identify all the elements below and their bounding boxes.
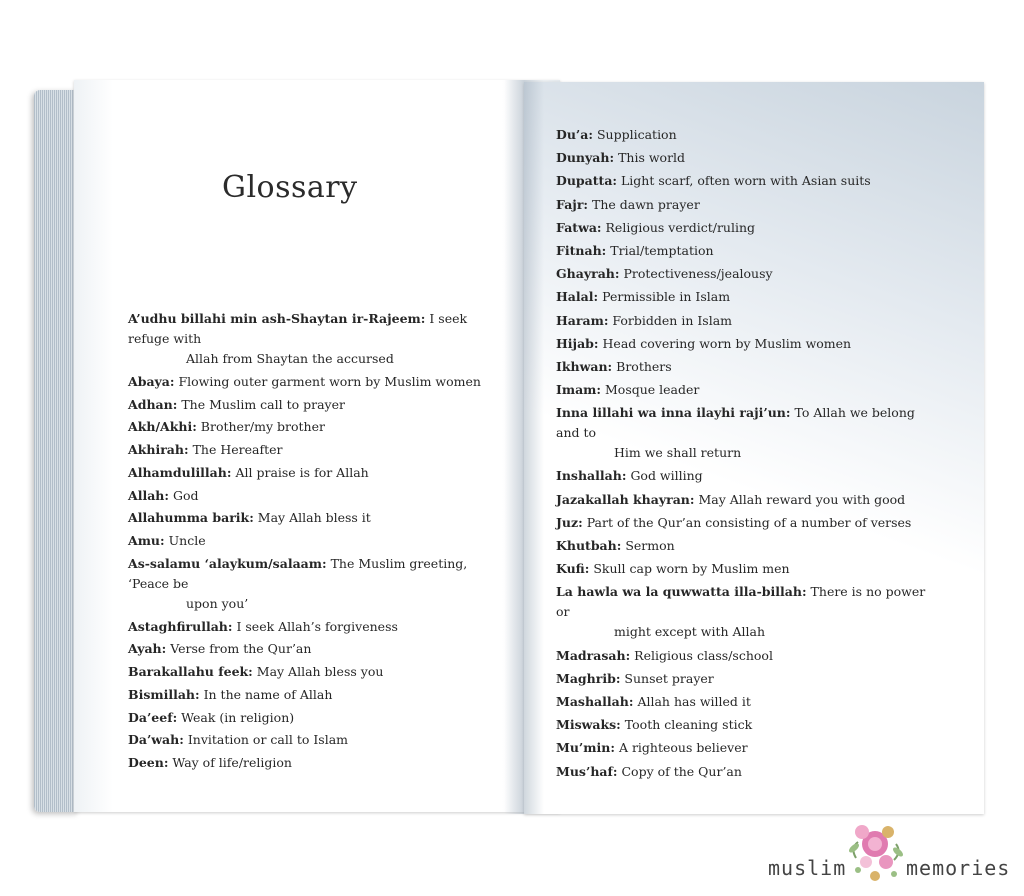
glossary-definition-continued: Him we shall return [614,445,742,461]
entry-line [556,538,675,553]
brand-word-1: muslim [768,856,847,880]
glossary-term: Barakallahu feek: [128,664,253,679]
entry-line [128,687,332,702]
glossary-definition: Part of the Qur’an consisting of a number of verses [582,514,912,530]
glossary-term: Bismillah: [128,686,200,702]
glossary-term: Allahumma barik: [128,510,254,526]
glossary-entry [128,617,488,637]
glossary-definition: May Allah reward you with good [694,491,906,507]
glossary-term: Akh/Akhi: [128,419,197,435]
glossary-definition: Protectiveness/jealousy [619,266,773,282]
glossary-entry [128,417,488,437]
entry-line [556,266,773,281]
glossary-entry [556,536,928,556]
glossary-term: Ayah: [128,641,167,657]
glossary-entry [556,380,928,400]
glossary-term: Dunyah: [556,150,615,166]
entry-line [556,515,911,530]
glossary-definition: God willing [626,468,703,484]
entry-line [556,382,699,397]
glossary-entry [556,148,928,168]
glossary-entry [556,692,928,712]
glossary-definition: The dawn prayer [588,196,700,212]
glossary-entry [556,669,928,689]
glossary-definition: Sunset prayer [620,670,714,686]
entry-line [556,671,714,686]
glossary-entry [556,715,928,735]
glossary-entry [128,395,488,415]
entry-line [128,309,488,349]
glossary-term: Allah: [128,487,169,503]
glossary-entry [556,241,928,261]
glossary-entry [556,738,928,758]
entry-line [128,664,383,679]
entry-line [556,764,742,779]
entry-line [556,220,755,235]
entry-line [556,150,685,165]
entry-line [556,197,700,212]
entry-line [556,243,714,258]
glossary-definition: Brother/my brother [196,419,325,435]
glossary-term: Fajr: [556,196,589,212]
glossary-definition: Mosque leader [601,382,700,398]
entry-line [556,561,790,576]
glossary-definition: May Allah bless you [252,664,384,679]
glossary-term: Inshallah: [556,468,627,484]
glossary-entry [128,685,488,705]
glossary-definition: Skull cap worn by Muslim men [589,561,790,577]
entry-line [128,641,311,656]
glossary-entry [128,309,488,369]
glossary-entry [128,753,488,773]
glossary-entry [556,287,928,307]
glossary-term: As-salamu ‘alaykum/salaam: [128,555,327,571]
entry-line [128,488,199,503]
glossary-list-left [128,309,488,776]
entry-line [128,397,345,412]
glossary-definition: The Muslim call to prayer [177,396,345,412]
glossary-term: Deen: [128,755,169,770]
glossary-entry [556,125,928,145]
glossary-definition: Way of life/religion [168,755,292,770]
glossary-entry [556,195,928,215]
glossary-term: Da’eef: [128,709,178,725]
entry-line [556,582,928,622]
glossary-term: Fitnah: [556,242,607,258]
glossary-entry [128,708,488,728]
glossary-term: Amu: [128,533,165,548]
glossary-definition: In the name of Allah [199,686,333,702]
glossary-definition: Weak (in religion) [177,709,295,725]
glossary-term: Kufi: [556,561,590,577]
glossary-definition: A righteous believer [614,740,748,756]
entry-line [556,468,703,483]
glossary-term: Dupatta: [556,173,618,189]
glossary-term: Ikhwan: [556,358,613,374]
glossary-term: Astaghfirullah: [128,618,233,634]
glossary-entry [128,531,488,551]
glossary-entry [128,730,488,750]
glossary-entry [556,513,928,533]
glossary-entry [128,662,488,682]
glossary-term: Ghayrah: [556,266,620,282]
glossary-definition: Forbidden in Islam [608,312,733,328]
entry-line [556,492,905,507]
glossary-definition: I seek refuge with [128,311,468,346]
glossary-definition: Invitation or call to Islam [183,732,349,748]
entry-line [128,510,371,525]
glossary-definition: Sermon [621,538,675,553]
glossary-definition: Flowing outer garment worn by Muslim women [174,373,481,389]
glossary-entry [556,646,928,666]
glossary-definition: Uncle [164,533,206,548]
glossary-entry [556,311,928,331]
glossary-definition: Trial/temptation [606,242,714,258]
glossary-entry [556,582,928,642]
entry-line [556,336,851,351]
glossary-term: Alhamdulillah: [128,464,232,480]
entry-line [128,533,206,548]
entry-line [556,127,677,142]
glossary-definition: God [169,487,199,503]
entry-line [556,694,751,709]
entry-line [556,648,773,663]
glossary-list-right [556,125,928,785]
brand-word-2: memories [906,856,1011,880]
glossary-entry [128,372,488,392]
glossary-entry [556,490,928,510]
glossary-definition: This world [614,150,686,166]
entry-line [128,465,369,480]
glossary-definition: To Allah we belong and to [556,405,915,441]
glossary-term: Imam: [556,382,602,398]
entry-line [556,717,752,732]
glossary-definition: Permissible in Islam [598,289,731,305]
page-title: Glossary [222,170,358,205]
glossary-definition: Light scarf, often worn with Asian suits [617,173,871,189]
glossary-term: Khutbah: [556,538,622,553]
glossary-definition: Supplication [593,127,677,142]
glossary-definition: The Hereafter [188,442,283,457]
entry-line [556,740,748,755]
glossary-term: Miswaks: [556,717,621,733]
glossary-entry [556,559,928,579]
entry-line [128,442,282,457]
glossary-term: Madrasah: [556,647,631,663]
glossary-definition: All praise is for Allah [231,464,369,480]
entry-line [556,313,732,328]
glossary-term: Jazakallah khayran: [556,491,695,507]
glossary-definition: May Allah bless it [253,510,371,526]
glossary-term: Haram: [556,312,609,328]
entry-line [128,755,292,770]
glossary-term: Fatwa: [556,219,602,235]
entry-line [128,619,398,634]
entry-line [556,173,871,188]
glossary-definition-continued: upon you’ [186,595,249,611]
glossary-term: Inna lillahi wa inna ilayhi raji’un: [556,405,791,421]
glossary-definition: Religious verdict/ruling [601,219,756,235]
entry-line [556,359,672,374]
glossary-entry [128,508,488,528]
glossary-entry [556,334,928,354]
brand-watermark [760,818,1020,894]
glossary-term: Abaya: [128,373,175,389]
glossary-entry [128,486,488,506]
entry-line [128,419,325,434]
glossary-definition: Allah has willed it [633,693,751,709]
glossary-term: Du’a: [556,127,593,142]
glossary-definition: Copy of the Qur’an [617,763,742,779]
glossary-entry [556,171,928,191]
flower-bouquet-icon [844,818,906,888]
glossary-definition: Tooth cleaning stick [620,717,753,733]
glossary-definition-continued: Allah from Shaytan the accursed [186,351,394,366]
glossary-entry [128,639,488,659]
glossary-entry [556,264,928,284]
glossary-definition: Religious class/school [630,647,773,663]
glossary-term: Da’wah: [128,732,184,748]
entry-line [128,732,348,747]
glossary-term: Mu’min: [556,740,615,756]
glossary-entry [556,218,928,238]
glossary-term: A’udhu billahi min ash-Shaytan ir-Rajeem: [128,311,426,326]
glossary-entry [128,554,488,614]
glossary-entry [556,762,928,782]
glossary-definition: Verse from the Qur’an [166,641,312,657]
glossary-definition: I seek Allah’s forgiveness [232,618,398,634]
entry-line [128,374,481,389]
glossary-entry [556,357,928,377]
entry-line [128,554,488,594]
glossary-term: La hawla wa la quwwatta illa-billah: [556,584,807,600]
glossary-definition-continued: might except with Allah [614,624,766,640]
glossary-entry [128,463,488,483]
glossary-entry [128,440,488,460]
glossary-term: Hijab: [556,335,599,351]
glossary-term: Maghrib: [556,670,621,686]
glossary-term: Mashallah: [556,693,634,709]
book-gutter [504,80,544,814]
entry-line [128,710,294,725]
glossary-definition: Head covering worn by Muslim women [598,335,852,351]
glossary-term: Akhirah: [128,442,189,457]
glossary-definition: The Muslim greeting, ‘Peace be [128,555,468,591]
glossary-definition: There is no power or [556,584,926,620]
glossary-term: Juz: [556,514,583,530]
glossary-term: Mus’haf: [556,763,618,779]
glossary-entry [556,403,928,463]
glossary-definition: Brothers [612,358,672,374]
glossary-term: Halal: [556,289,599,305]
glossary-entry [556,466,928,486]
glossary-term: Adhan: [128,396,178,412]
page-edges [34,90,78,812]
entry-line [556,403,928,443]
entry-line [556,289,730,304]
